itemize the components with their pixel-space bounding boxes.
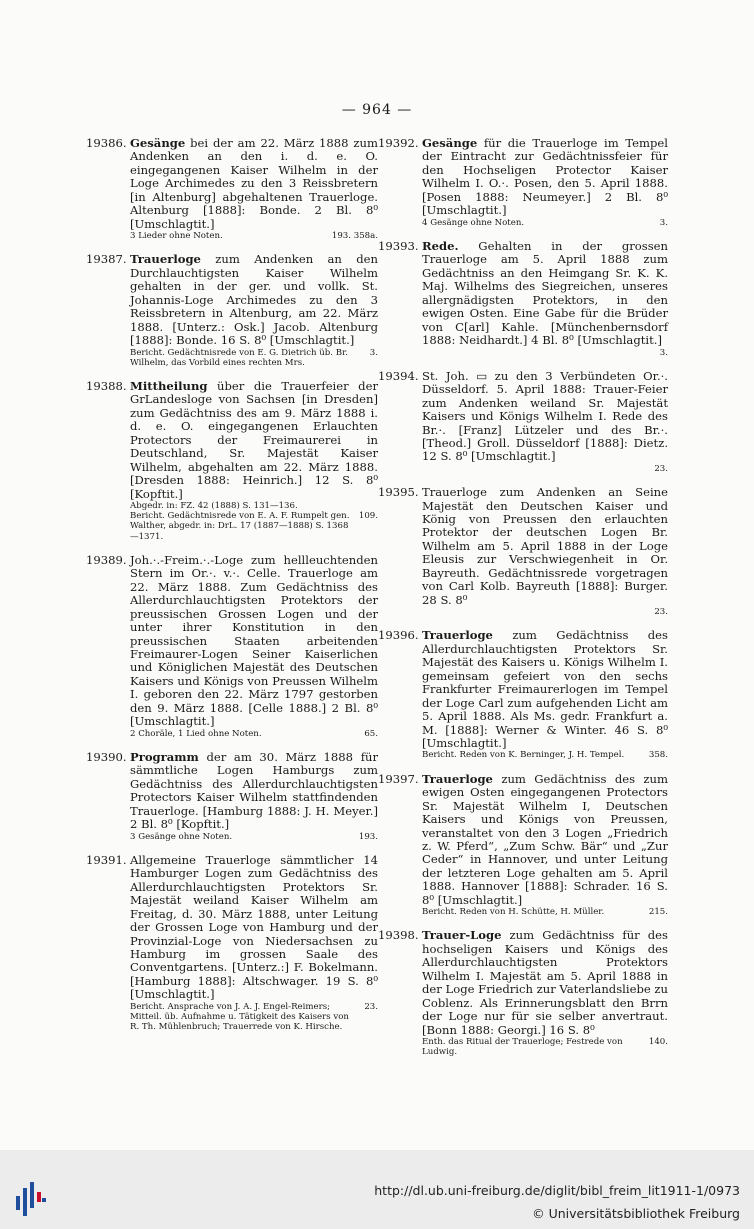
entry-number: 19389. xyxy=(86,552,127,567)
catalog-entry xyxy=(86,253,378,368)
entry-title: Gesänge xyxy=(422,136,478,150)
catalog-entry xyxy=(378,929,668,1057)
right-column xyxy=(378,137,668,1069)
entry-note xyxy=(130,832,378,842)
entry-text xyxy=(422,370,668,464)
note-reference: 109. xyxy=(358,511,378,522)
note-reference: 65. xyxy=(364,728,378,739)
entry-note xyxy=(130,348,378,368)
entry-note xyxy=(422,464,668,474)
entry-note xyxy=(422,607,668,617)
catalog-entry xyxy=(86,137,378,241)
entry-description: zum Andenken an den Durchlauchtigsten Kaiser Wilhelm gehalten in der ger. und vollk. St. Johannis-Loge Archimedes zu den 3 Reissbretern in Altenburg, am 22. März 1888. [Unterz.: Osk.] Jacob. Altenburg [1888]: Bonde. 16 S. 8⁰ [Umschlagtit.] xyxy=(130,252,378,348)
entry-number: 19388. xyxy=(86,378,127,393)
entry-number: 19387. xyxy=(86,252,127,267)
note-reference: 23. xyxy=(654,463,668,474)
note-reference: 3. xyxy=(659,217,668,228)
entry-number: 19390. xyxy=(86,749,127,764)
note-text: 2 Choräle, 1 Lied ohne Noten. xyxy=(130,728,262,739)
entry-description: zum Gedächtniss für des hochseligen Kaisers und Königs des Allerdurchlauchtigsten Protektors Wilhelm I. Majestät am 5. April 1888 in der Loge Friedrich zur Vaterlandsliebe zu Coblenz. Als Erinnerungsblatt den Brrn der Loge nur für sie selber anvertraut. [Bonn 1888: Georgi.] 16 S. 8⁰ xyxy=(422,928,668,1037)
entry-note xyxy=(130,1002,378,1033)
note-reference: 23. xyxy=(364,1001,378,1012)
entry-title: Trauer-Loge xyxy=(422,928,502,943)
catalog-entry xyxy=(378,486,668,617)
note-text: 3 Gesänge ohne Noten. xyxy=(130,831,233,842)
entry-description: für die Trauerloge im Tempel der Eintracht zur Gedächtnissfeier für den Hochseligen Protector Kaiser Wilhelm I. O.·. Posen, den 5. April 1888. [Posen 1888: Neumeyer.] 2 Bl. 8⁰ [Umschlagtit.] xyxy=(422,136,668,218)
entry-description: Allgemeine Trauerloge sämmtlicher 14 Hamburger Logen zum Gedächtniss des Allerdurchlauchtigsten Protektors Sr. Majestät weiland Kaiser Wilhelm am Freitag, d. 30. März 1888, unter Leitung der Grossen Loge von Hamburg und der Provinzial-Loge von Niedersachsen zu Hamburg im grossen Saale des Conventgartens. [Unterz.:] F. Bokelmann. [Hamburg 1888]: Altschwager. 19 S. 8⁰ [Umschlagtit.] xyxy=(130,852,378,1002)
catalog-entry xyxy=(86,380,378,542)
copyright-notice: © Universitätsbibliothek Freiburg xyxy=(532,1206,740,1221)
entry-note xyxy=(422,218,668,228)
entry-number: 19395. xyxy=(378,485,419,500)
entry-number: 19386. xyxy=(86,136,127,150)
entry-title: Trauerloge xyxy=(130,252,201,267)
page-number: — 964 — xyxy=(341,102,413,118)
entry-note xyxy=(130,511,378,542)
entry-note xyxy=(422,348,668,358)
entry-description: zum Gedächtniss des Allerdurchlauchtigsten Protektors Sr. Majestät des Kaisers u. Königs Wilhelm I. gemeinsam gefeiert von den sechs Frankfurter Freimaurerlogen im Tempel der Loge Carl zum aufgehenden Licht am 5. April 1888. Als Ms. gedr. Frankfurt a. M. [1888]: Werner & Winter. 46 S. 8⁰ [Umschlagtit.] xyxy=(422,628,668,751)
entry-title: Trauerloge xyxy=(422,628,493,643)
catalog-entry xyxy=(86,751,378,842)
entry-text xyxy=(130,137,378,231)
entry-title: Mittheilung xyxy=(130,378,208,393)
catalog-entry xyxy=(378,370,668,474)
entry-description: St. Joh. ▭ zu den 3 Verbündeten Or.·. Düsseldorf. 5. April 1888: Trauer-Feier zum Andenken weiland Sr. Majestät Kaisers und Königs Wilhelm I. Rede des Br.·. [Franz] Lützeler und des Br.·. [Theod.] Groll. Düsseldorf [1888]: Dietz. 12 S. 8⁰ [Umschlagtit.] xyxy=(422,368,668,464)
note-reference: 215. xyxy=(648,907,668,918)
entry-description: der am 30. März 1888 für sämmtliche Logen Hamburgs zum Gedächtniss des Allerdurchlauchtigsten Protectors Kaiser Wilhelm stattfindenden Trauerloge. [Hamburg 1888: J. H. Meyer.] 2 Bl. 8⁰ [Kopftit.] xyxy=(130,749,378,832)
permalink-url[interactable]: http://dl.ub.uni-freiburg.de/diglit/bibl_freim_lit1911-1/0973 xyxy=(374,1183,740,1198)
entry-number: 19391. xyxy=(86,852,127,867)
note-text: Abgedr. in: FZ. 42 (1888) S. 131—136. xyxy=(130,501,298,512)
entry-description: Trauerloge zum Andenken an Seine Majestät den Deutschen Kaiser und König von Preussen den erlauchten Protektor der deutschen Logen Br. Wilhelm am 5. April 1888 in der Loge Eleusis zur Verschwiegenheit in Or. Bayreuth. Gedächtnissrede vorgetragen von Carl Kolb. Bayreuth [1888]: Burger. 28 S. 8⁰ xyxy=(422,485,668,607)
entry-note xyxy=(130,729,378,739)
note-text: Bericht. Gedächtnisrede von E. G. Dietrich üb. Br. Wilhelm, das Vorbild eines rechten Mrs. xyxy=(130,347,348,368)
note-text: Bericht. Reden von K. Berninger, J. H. Tempel. xyxy=(422,750,625,761)
entry-description: Joh.·.-Freim.·.-Loge zum hellleuchtenden Stern im Or.·. v.·. Celle. Trauerloge am 22. März 1888. Zum Gedächtniss des Allerdurchlauchtigsten Protektors der preussischen Grossen Logen und der unter ihrer Konstitution in den preussischen Staaten arbeitenden Freimaurer-Logen Seiner Kaiserlichen und Königlichen Majestät des Deutschen Kaisers und Königs von Preussen Wilhelm I. geboren den 22. März 1797 gestorben den 9. März 1888. [Celle 1888.] 2 Bl. 8⁰ [Umschlagtit.] xyxy=(130,552,378,729)
entry-description: zum Gedächtniss des zum ewigen Osten eingegangenen Protectors Sr. Majestät Wilhelm I, Deutschen Kaisers und Königs von Preussen, veranstaltet von den 3 Logen „Friedrich z. W. Pferd“, „Zum Schw. Bär“ und „Zur Ceder“ in Hannover, und unter Leitung der letzteren Loge gehalten am 5. April 1888. Hannover [1888]: Schrader. 16 S. 8⁰ [Umschlagtit.] xyxy=(422,771,668,907)
note-reference: 140. xyxy=(648,1037,668,1048)
entry-title: Programm xyxy=(130,749,199,764)
entry-text xyxy=(422,773,668,908)
entry-number: 19398. xyxy=(378,928,419,943)
entry-note xyxy=(130,501,378,511)
note-reference: 193. xyxy=(358,831,378,842)
entry-title: Rede. xyxy=(422,238,459,253)
entry-note xyxy=(422,1037,668,1057)
note-text: Bericht. Ansprache von J. A. J. Engel-Reimers; Mitteil. üb. Aufnahme u. Tätigkeit des Kaisers von R. Th. Mühlenbruch; Trauerrede von K. Hirsche. xyxy=(130,1001,349,1033)
entry-text xyxy=(130,554,378,729)
entry-description: Gehalten in der grossen Trauerloge am 5. April 1888 zum Gedächtniss an den Heimgang Sr. K. K. Maj. Wilhelms des Siegreichen, unseres allergnädigsten Protektors, in den ewigen Osten. Eine Gabe für die Brüder von C[arl] Kahle. [Münchenbernsdorf 1888: Neidhardt.] 4 Bl. 8⁰ [Umschlagtit.] xyxy=(422,238,668,348)
note-text: Enth. das Ritual der Trauerloge; Festrede von Ludwig. xyxy=(422,1037,623,1058)
entry-number: 19397. xyxy=(378,771,419,786)
entry-text xyxy=(422,629,668,750)
entry-text xyxy=(422,929,668,1037)
catalog-entry xyxy=(378,137,668,228)
entry-note xyxy=(130,231,378,241)
left-column xyxy=(86,137,378,1044)
library-logo-icon xyxy=(16,1182,46,1216)
note-reference: 358. xyxy=(648,750,668,761)
entry-title: Trauerloge xyxy=(422,771,493,786)
catalog-entry xyxy=(86,854,378,1033)
note-text: Bericht. Reden von H. Schütte, H. Müller. xyxy=(422,907,605,918)
entry-number: 19392. xyxy=(378,136,419,150)
entry-text xyxy=(422,137,668,218)
entry-text xyxy=(130,854,378,1002)
entry-number: 19393. xyxy=(378,238,419,253)
note-text: 3 Lieder ohne Noten. xyxy=(130,231,223,242)
entry-note xyxy=(422,750,668,760)
catalog-entry xyxy=(378,240,668,358)
note-reference: 193. 358a. xyxy=(331,231,378,242)
note-text: Bericht. Gedächtnisrede von E. A. F. Rumpelt gen. Walther, abgedr. in: DrL. 17 (1887—1888) S. 1368—1371. xyxy=(130,511,350,542)
note-reference: 3. xyxy=(659,347,668,358)
catalog-entry xyxy=(86,554,378,739)
entry-text xyxy=(130,380,378,501)
entry-title: Gesänge xyxy=(130,136,186,150)
entry-note xyxy=(422,907,668,917)
entry-text xyxy=(130,751,378,832)
note-reference: 3. xyxy=(369,347,378,358)
catalog-entry xyxy=(378,773,668,918)
entry-text xyxy=(422,240,668,348)
entry-description: über die Trauerfeier der GrLandesloge von Sachsen [in Dresden] zum Gedächtniss des am 9. März 1888 i. d. e. O. eingegangenen Erlauchten Protectors der Freimaurerei in Deutschland, Sr. Majestät Kaiser Wilhelm, abgehalten am 22. März 1888. [Dresden 1888: Heinrich.] 12 S. 8⁰ [Kopftit.] xyxy=(130,378,378,501)
entry-number: 19396. xyxy=(378,628,419,643)
note-text: 4 Gesänge ohne Noten. xyxy=(422,217,525,228)
catalog-entry xyxy=(378,629,668,760)
entry-text xyxy=(130,253,378,347)
entry-text xyxy=(422,486,668,607)
entry-description: bei der am 22. März 1888 zum Andenken an den i. d. e. O. eingegangenen Kaiser Wilhelm in der Loge Archimedes zu den 3 Reissbretern [in Altenburg] abgehaltenen Trauerloge. Altenburg [1888]: Bonde. 2 Bl. 8⁰ [Umschlagtit.] xyxy=(130,136,378,231)
note-reference: 23. xyxy=(654,607,668,618)
entry-number: 19394. xyxy=(378,368,419,383)
